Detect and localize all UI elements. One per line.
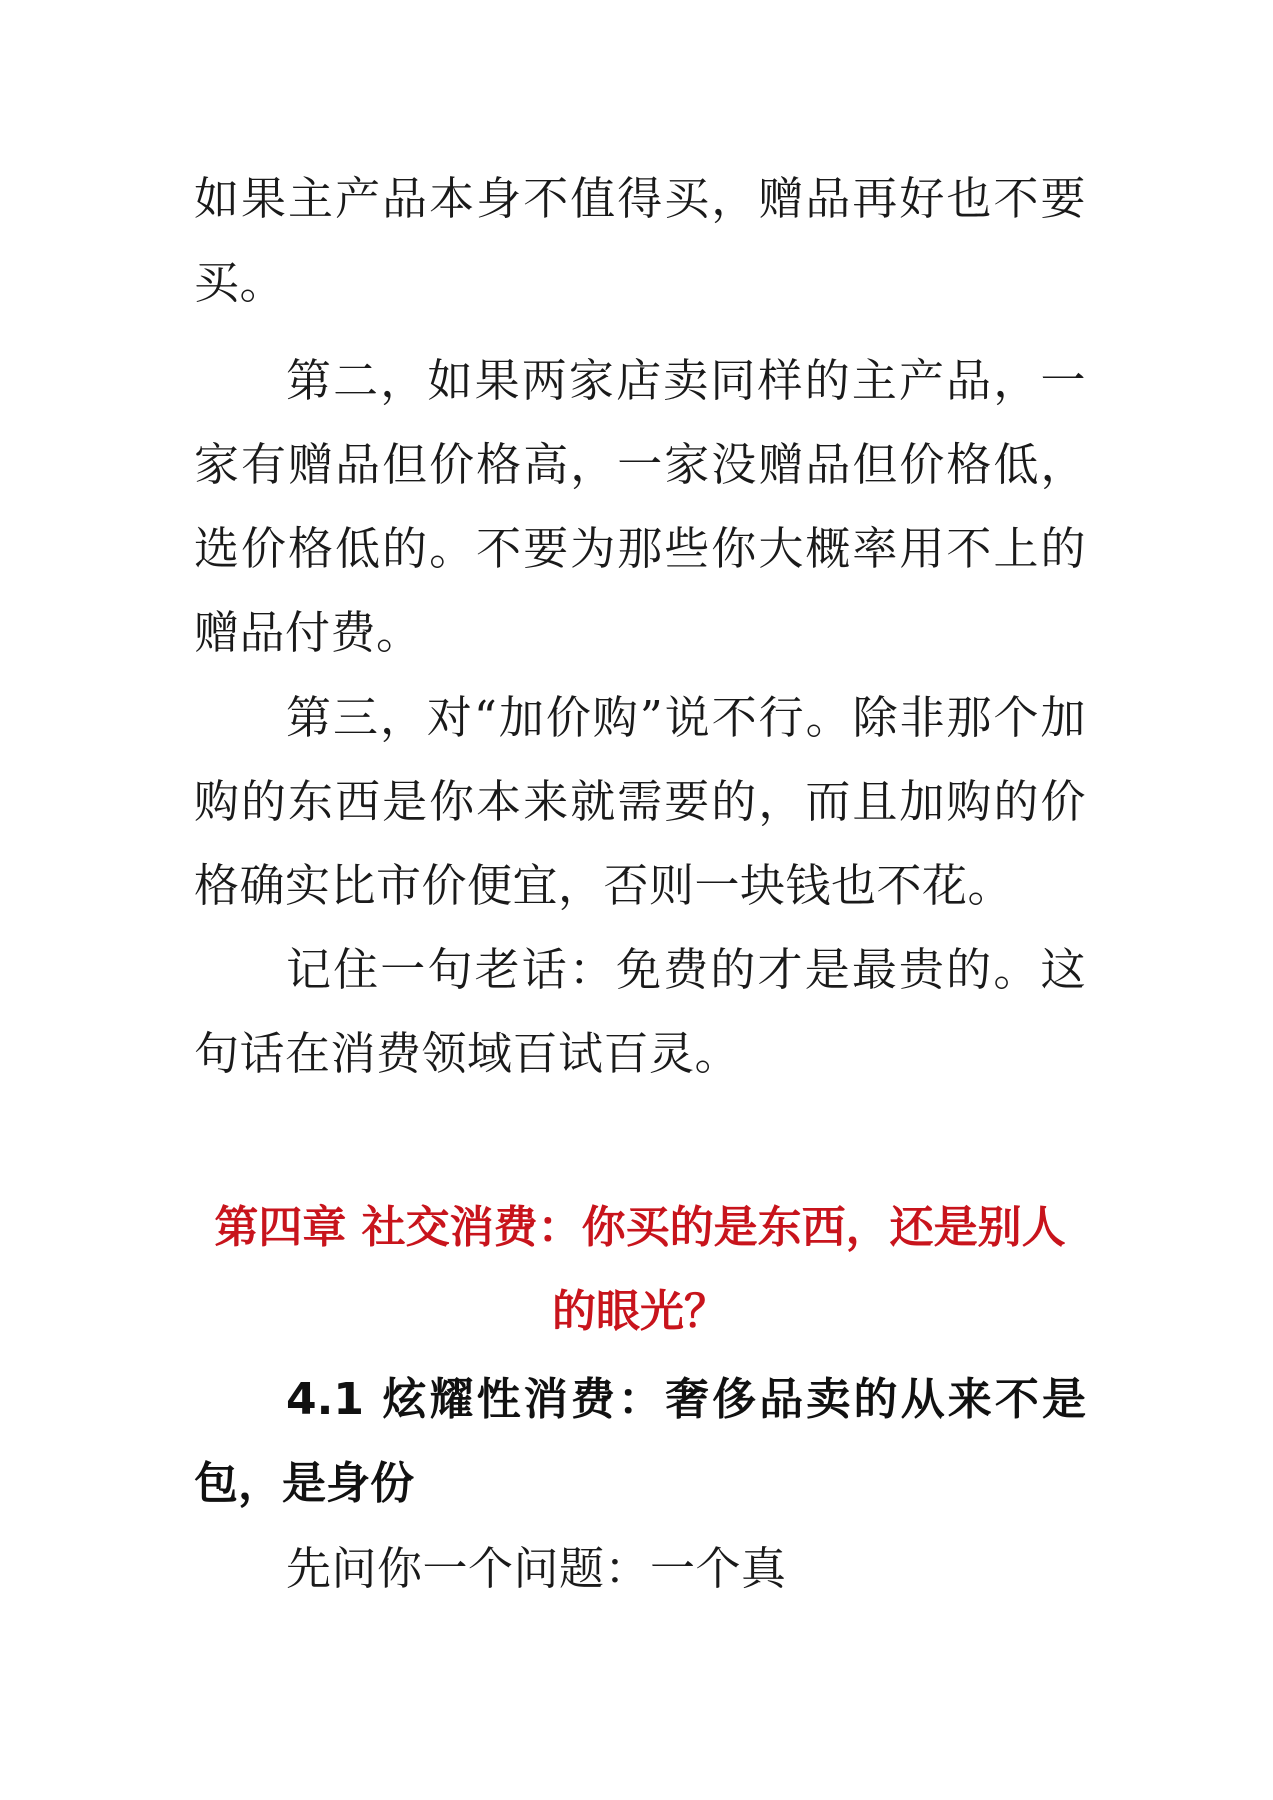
paragraph-gift-main-product: 如果主产品本身不值得买，赠品再好也不要买。 — [194, 172, 1086, 309]
paragraph-old-saying: 记住一句老话：免费的才是最贵的。这句话在消费领域百试百灵。 — [194, 943, 1086, 1080]
section-heading: 4.1 炫耀性消费：奢侈品卖的从来不是包，是身份 — [194, 1374, 1086, 1509]
paragraph-point-three: 第三，对“加价购”说不行。除非那个加购的东西是你本来就需要的，而且加购的价格确实比市价便宜，否则一块钱也不花。 — [194, 691, 1086, 912]
paragraph-question: 先问你一个问题：一个真 — [286, 1542, 787, 1595]
chapter-heading: 第四章 社交消费：你买的是东西，还是别人的眼光？ — [214, 1202, 1066, 1337]
paragraph-point-two: 第二，如果两家店卖同样的主产品，一家有赠品但价格高，一家没赠品但价格低，选价格低的。不要为那些你大概率用不上的赠品付费。 — [194, 354, 1086, 659]
